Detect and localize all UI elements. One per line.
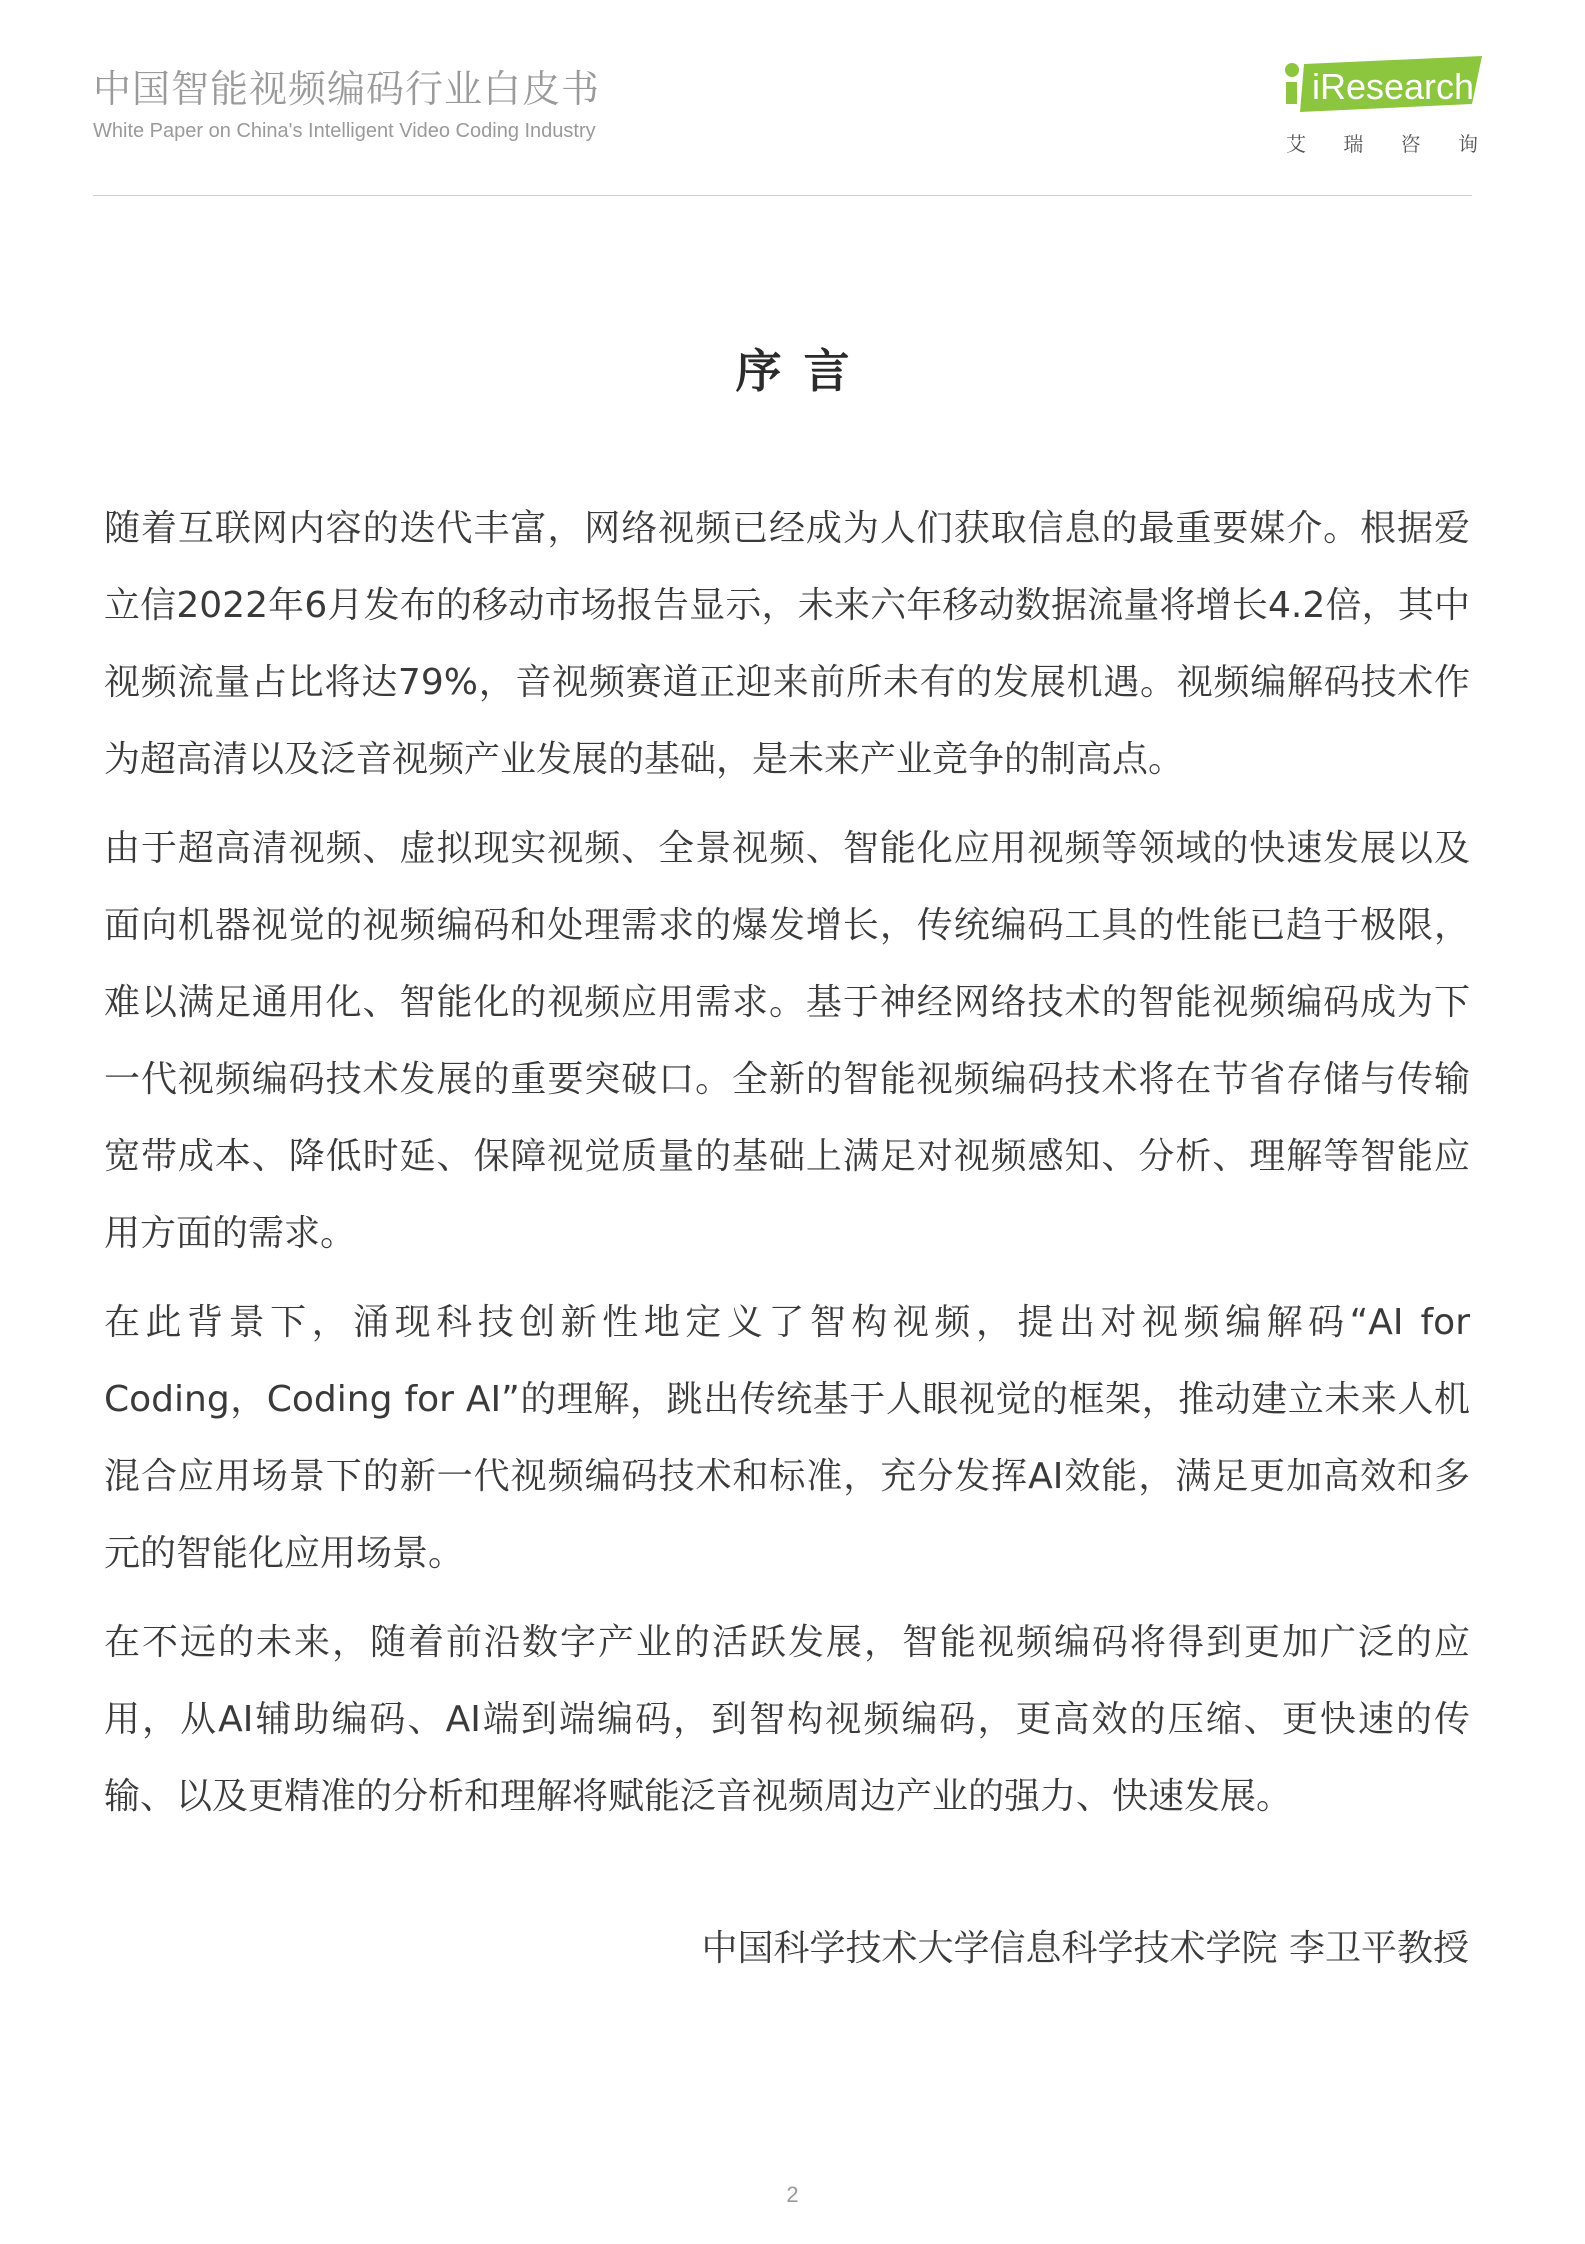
iresearch-logo-badge-icon (1282, 56, 1482, 126)
page-number: 2 (786, 2182, 799, 2207)
logo-subtitle-char: 询 (1457, 132, 1478, 156)
preface-paragraph: 由于超高清视频、虚拟现实视频、全景视频、智能化应用视频等领域的快速发展以及面向机器视觉的视频编码和处理需求的爆发增长，传统编码工具的性能已趋于极限，难以满足通用化、智能化的视频应用需求。基于神经网络技术的智能视频编码成为下一代视频编码技术发展的重要突破口。全新的智能视频编码技术将在节省存储与传输宽带成本、降低时延、保障视觉质量的基础上满足对视频感知、分析、理解等智能应用方面的需求。 (104, 828, 1470, 1254)
logo-subtitle (1286, 128, 1478, 157)
preface-paragraph: 在不远的未来，随着前沿数字产业的活跃发展，智能视频编码将得到更加广泛的应用，从AI辅助编码、AI端到端编码，到智构视频编码，更高效的压缩、更快速的传输、以及更精准的分析和理解将赋能泛音视频周边产业的强力、快速发展。 (104, 1622, 1470, 1817)
header-title-en: White Paper on China's Intelligent Video Coding Industry (93, 120, 596, 142)
logo-subtitle-char: 瑞 (1343, 132, 1364, 156)
preface-body (104, 490, 1470, 1847)
logo-subtitle-char: 咨 (1400, 132, 1421, 156)
page-title: 序言 (735, 344, 872, 398)
preface-paragraph: 在此背景下，涌现科技创新性地定义了智构视频，提出对视频编解码“AI for Coding，Coding for AI”的理解，跳出传统基于人眼视觉的框架，推动建立未来人机混合应用场景下的新一代视频编码技术和标准，充分发挥AI效能，满足更加高效和多元的智能化应用场景。 (104, 1302, 1470, 1574)
iresearch-wordmark: iResearch (1312, 66, 1475, 107)
iresearch-logo (1282, 56, 1482, 156)
author-signature: 中国科学技术大学信息科学技术学院 李卫平教授 (701, 1928, 1469, 1969)
logo-subtitle-char: 艾 (1286, 132, 1306, 156)
header-divider (93, 195, 1472, 196)
header-title-cn: 中国智能视频编码行业白皮书 (93, 67, 601, 111)
preface-paragraph: 随着互联网内容的迭代丰富，网络视频已经成为人们获取信息的最重要媒介。根据爱立信2022年6月发布的移动市场报告显示，未来六年移动数据流量将增长4.2倍，其中视频流量占比将达79%，音视频赛道正迎来前所未有的发展机遇。视频编解码技术作为超高清以及泛音视频产业发展的基础，是未来产业竞争的制高点。 (104, 508, 1470, 780)
